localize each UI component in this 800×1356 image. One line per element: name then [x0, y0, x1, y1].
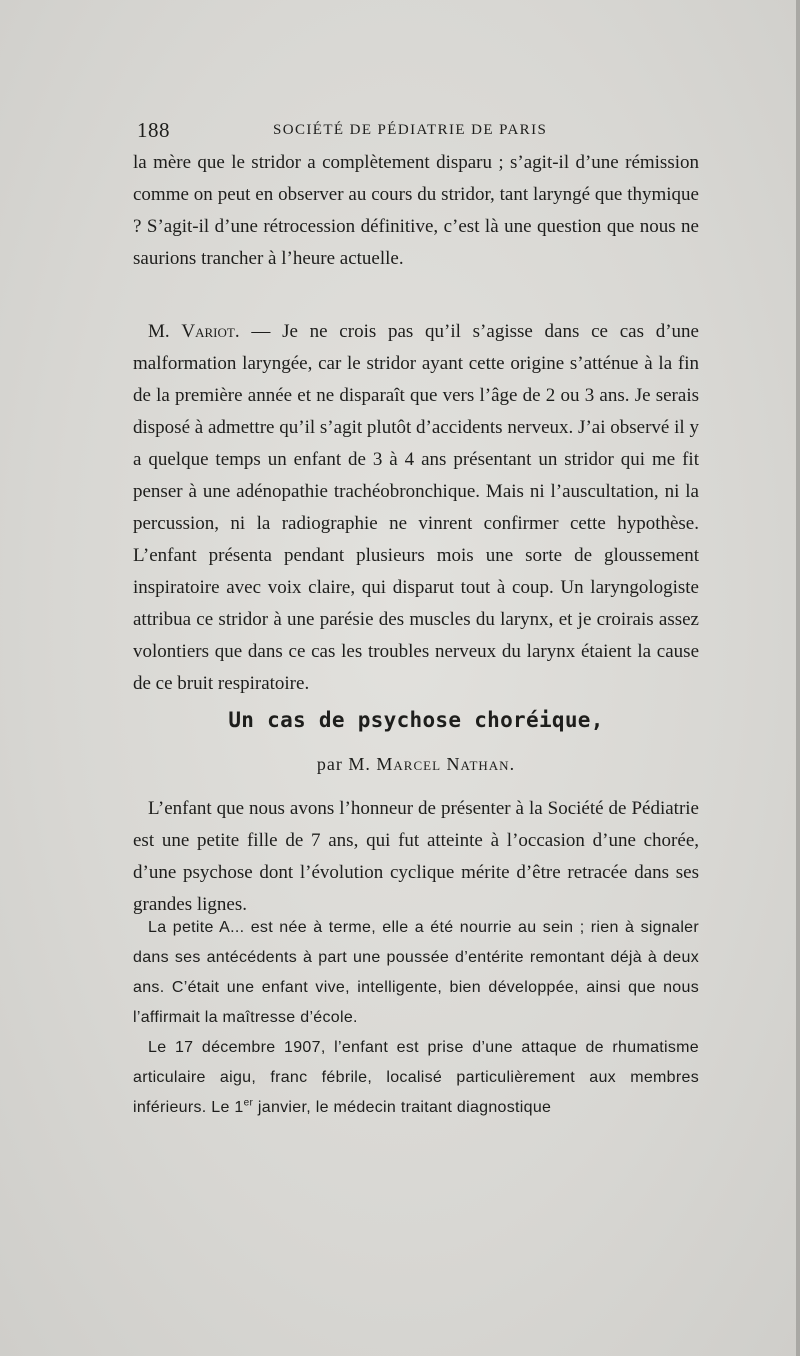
byline-prefix: par M.	[316, 754, 377, 774]
article-title: Un cas de psychose choréique,	[228, 708, 604, 732]
discussion-paragraph	[133, 316, 699, 700]
speaker-name: Variot	[181, 321, 235, 342]
article-intro-paragraph: L’enfant que nous avons l’honneur de présenter à la Société de Pédiatrie est une petite fille de 7 ans, qui fut atteinte à l’occasion d’une chorée, d’une psychose dont l’évolution cyclique mérite d’être retracée dans ses grandes lignes.	[133, 798, 699, 915]
article-byline	[133, 754, 699, 775]
page-number: 188	[137, 118, 170, 142]
case-paragraph-2-text-a: Le 17 décembre 1907, l’enfant est prise d’une attaque de rhumatisme articulaire aigu, franc fébrile, localisé particulièrement aux membres inférieurs. Le 1	[133, 1039, 699, 1116]
case-paragraph-1: La petite A... est née à terme, elle a été nourrie au sein ; rien à signaler dans ses antécédents à part une poussée d’entérite remontant déjà à deux ans. C’était une enfant vive, intelligente, bien développée, ainsi que nous l’affirmait la maîtresse d’école.	[133, 919, 699, 1026]
discussion-block	[133, 316, 699, 700]
case-history-block	[133, 913, 699, 1123]
case-paragraph-2-text-b: janvier, le médecin traitant diagnostique	[253, 1099, 552, 1116]
running-head	[133, 118, 699, 144]
journal-title: SOCIÉTÉ DE PÉDIATRIE DE PARIS	[273, 122, 548, 138]
ordinal-superscript: er	[243, 1097, 254, 1109]
scan-edge	[796, 0, 800, 1356]
author-name: Marcel Nathan	[376, 754, 510, 774]
speaker-prefix: M.	[148, 321, 182, 342]
continuation-block	[133, 147, 699, 275]
discussion-text: . — Je ne crois pas qu’il s’agisse dans ce cas d’une malformation laryngée, car le stridor ayant cette origine s’atténue à la fin de la première année et ne disparaît que vers l’âge de 2 ou 3 ans. Je serais disposé à admettre qu’il s’agit plutôt d’accidents nerveux. J’ai observé il y a quelque temps un enfant de 3 à 4 ans présentant un stridor qui me fit penser à une adénopathie trachéobronchique. Mais ni l’auscultation, ni la percussion, ni la radiographie ne vinrent confirmer cette hypothèse. L’enfant présenta pendant plusieurs mois une sorte de gloussement inspiratoire avec voix claire, qui disparut tout à coup. Un laryngologiste attribua ce stridor à une parésie des muscles du larynx, et je croirais assez volontiers que dans ce cas les troubles nerveux du larynx étaient la cause de ce bruit respiratoire.	[133, 321, 699, 694]
continuation-paragraph: la mère que le stridor a complètement disparu ; s’agit-il d’une rémission comme on peut en observer au cours du stridor, tant laryngé que thymique ? S’agit-il d’une rétrocession définitive, c’est là une question que nous ne saurions trancher à l’heure actuelle.	[133, 152, 699, 269]
case-paragraph-2	[133, 1033, 699, 1123]
article-intro-block	[133, 793, 699, 921]
byline-suffix: .	[509, 754, 516, 774]
